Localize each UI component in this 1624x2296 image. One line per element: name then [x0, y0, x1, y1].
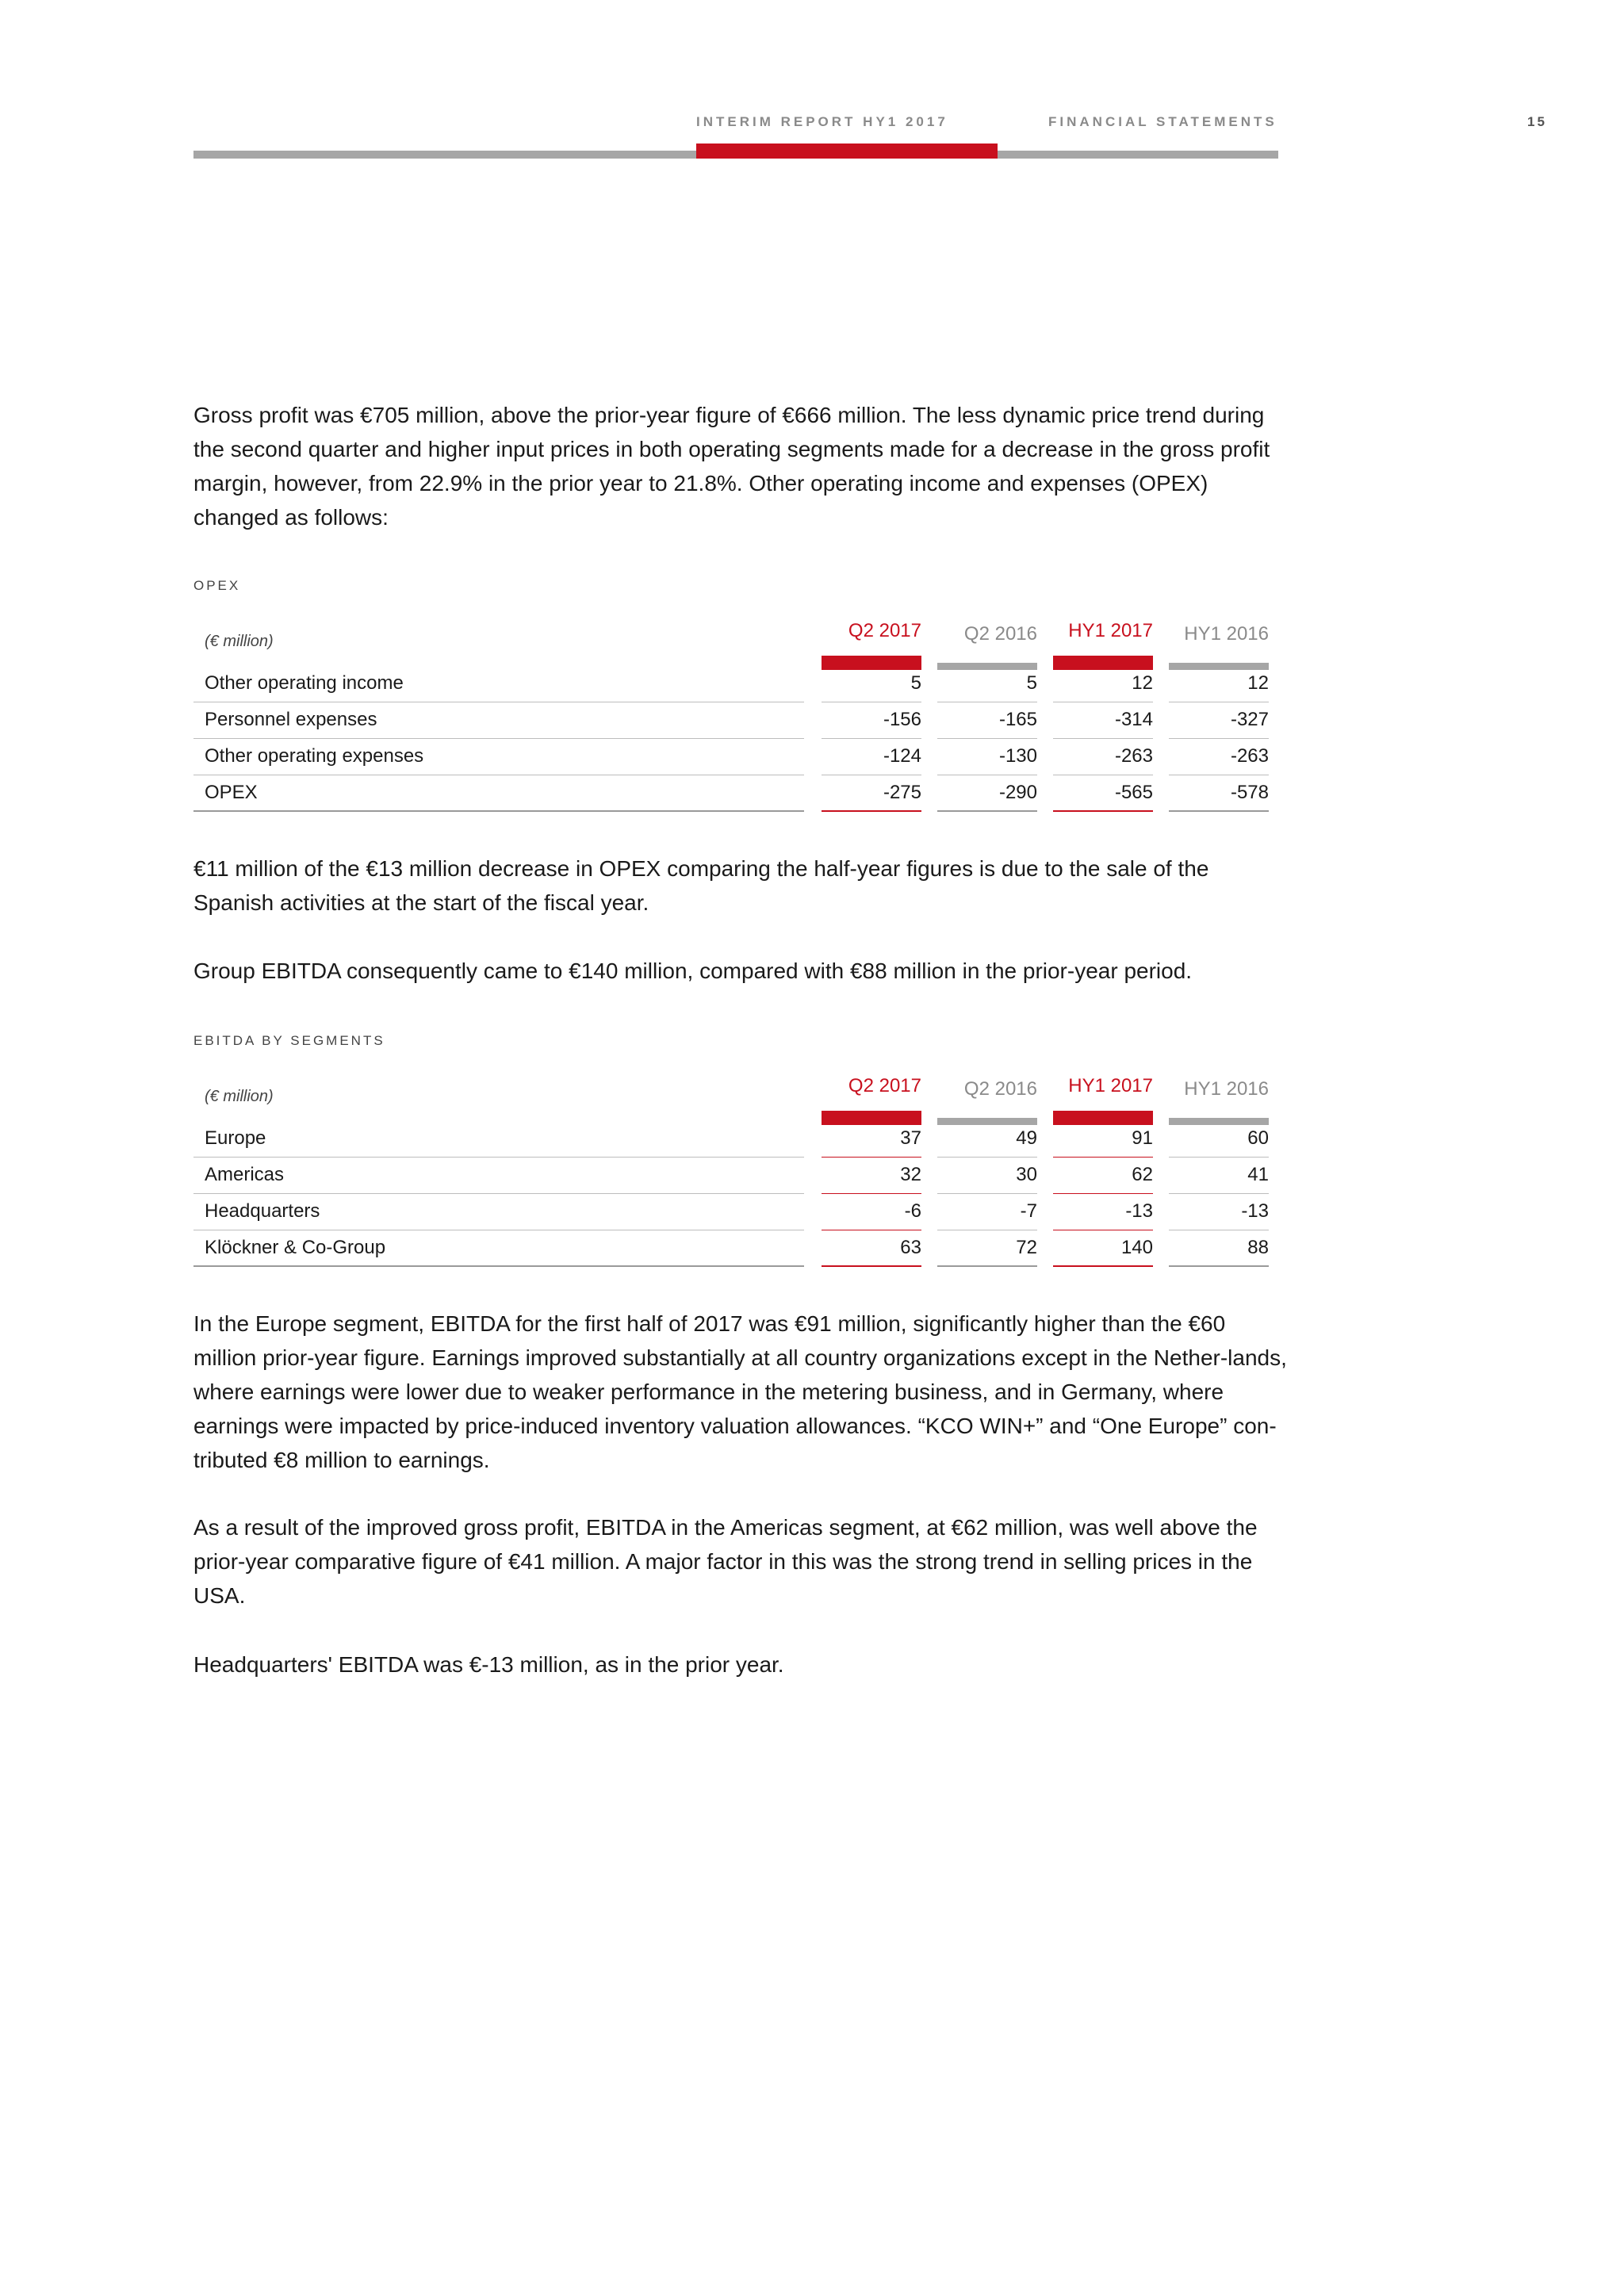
cell-value: 12: [1132, 672, 1153, 694]
cell-value: -165: [998, 709, 1037, 730]
paragraph-americas-segment: As a result of the improved gross profit, EBITDA in the Americas segment, at €62 million, was well above the prior-year comparative figure of €41 million. A major factor in this was the strong trend in selling prices in the USA.: [193, 1515, 1258, 1608]
cell-value: -6: [904, 1200, 921, 1222]
row-label: Headquarters: [205, 1200, 320, 1222]
cell-value: -13: [1125, 1200, 1153, 1222]
cell-value: -290: [998, 782, 1037, 803]
cell-value: 91: [1132, 1127, 1153, 1149]
report-title-label: INTERIM REPORT HY1 2017: [696, 114, 948, 129]
table-row: [193, 739, 1272, 775]
cell-divider: [1169, 810, 1269, 812]
row-label: Americas: [205, 1164, 285, 1185]
cell-divider: [1053, 1265, 1153, 1267]
cell-value: -13: [1241, 1200, 1269, 1222]
cell-value: -156: [883, 709, 921, 730]
header-rule-accent: [696, 144, 998, 159]
opex-unit-label: (€ million): [205, 633, 274, 650]
cell-value: 5: [910, 672, 921, 694]
cell-value: 41: [1247, 1164, 1269, 1185]
cell-divider: [1053, 810, 1153, 812]
row-label: Klöckner & Co-Group: [205, 1237, 386, 1258]
paragraph-headquarters: Headquarters' EBITDA was €-13 million, as in the prior year.: [193, 1652, 784, 1677]
opex-col-q2-2017: Q2 2017: [848, 620, 921, 641]
ebitda-col-q2-2017: Q2 2017: [848, 1075, 921, 1096]
table-row: [193, 1158, 1272, 1194]
row-label: Personnel expenses: [205, 709, 377, 730]
cell-value: -263: [1114, 745, 1153, 767]
row-divider: [193, 810, 804, 812]
cell-value: -565: [1114, 782, 1153, 803]
paragraph-gross-profit: Gross profit was €705 million, above the prior-year figure of €666 million. The less dynamic price trend during the second quarter and higher input prices in both operating segments made for a decrease in the gross profit margin, however, from 22.9% in the prior year to 21.8%. Other operating income and expenses (OPEX) changed as follows:: [193, 403, 1270, 530]
cell-value: 37: [900, 1127, 921, 1149]
cell-value: 140: [1120, 1237, 1153, 1258]
ebitda-col-q2-2016: Q2 2016: [963, 1078, 1037, 1100]
cell-value: 88: [1247, 1237, 1269, 1258]
cell-value: -275: [883, 782, 921, 803]
ebitda-unit-label: (€ million): [205, 1088, 274, 1105]
page-number: 15: [1527, 114, 1547, 129]
cell-value: 72: [1016, 1237, 1037, 1258]
ebitda-col-hy1-2016: HY1 2016: [1184, 1078, 1269, 1100]
cell-value: 12: [1247, 672, 1269, 694]
table-total-row: [193, 775, 1272, 812]
opex-table: [193, 620, 1272, 826]
opex-col-hy1-2017: HY1 2017: [1068, 620, 1153, 641]
section-title-label: FINANCIAL STATEMENTS: [1048, 114, 1277, 129]
cell-value: -314: [1114, 709, 1153, 730]
cell-value: 30: [1016, 1164, 1037, 1185]
row-label: Other operating expenses: [205, 745, 424, 767]
table-row: [193, 1194, 1272, 1230]
row-label: OPEX: [205, 782, 258, 803]
table-row: [193, 666, 1272, 702]
cell-value: 62: [1132, 1164, 1153, 1185]
cell-value: -124: [883, 745, 921, 767]
cell-divider: [822, 1265, 921, 1267]
opex-col-q2-2016: Q2 2016: [963, 623, 1037, 645]
opex-table-caption: OPEX: [193, 578, 241, 593]
cell-value: 49: [1016, 1127, 1037, 1149]
cell-value: -7: [1020, 1200, 1037, 1222]
cell-value: 32: [900, 1164, 921, 1185]
paragraph-opex-decrease: €11 million of the €13 million decrease in OPEX comparing the half-year figures is due to the sale of the Spanish activities at the start of the fiscal year.: [193, 856, 1209, 915]
ebitda-table: [193, 1075, 1272, 1281]
cell-divider: [937, 1265, 1037, 1267]
table-row: [193, 1121, 1272, 1158]
cell-value: 5: [1026, 672, 1037, 694]
row-label: Europe: [205, 1127, 266, 1149]
cell-value: -263: [1230, 745, 1269, 767]
row-label: Other operating income: [205, 672, 404, 694]
cell-divider: [937, 810, 1037, 812]
cell-value: -578: [1230, 782, 1269, 803]
opex-col-hy1-2016: HY1 2016: [1184, 623, 1269, 645]
ebitda-table-caption: EBITDA BY SEGMENTS: [193, 1033, 385, 1048]
cell-divider: [822, 810, 921, 812]
ebitda-col-hy1-2017: HY1 2017: [1068, 1075, 1153, 1096]
cell-value: -130: [998, 745, 1037, 767]
paragraph-group-ebitda: Group EBITDA consequently came to €140 million, compared with €88 million in the prior-year period.: [193, 959, 1193, 983]
cell-value: -327: [1230, 709, 1269, 730]
cell-value: 63: [900, 1237, 921, 1258]
row-divider: [193, 1265, 804, 1267]
cell-divider: [1169, 1265, 1269, 1267]
cell-value: 60: [1247, 1127, 1269, 1149]
table-row: [193, 702, 1272, 739]
paragraph-europe-segment: In the Europe segment, EBITDA for the first half of 2017 was €91 million, significantly higher than the €60 million prior-year figure. Earnings improved substantially at all country organizations except in the Nether-lands, where earnings were lower due to weaker performance in the metering business, and in Germany, where earnings were impacted by price-induced inventory valuation allowances. “KCO WIN+” and “One Europe” con-tributed €8 million to earnings.: [193, 1311, 1287, 1472]
table-total-row: [193, 1230, 1272, 1267]
